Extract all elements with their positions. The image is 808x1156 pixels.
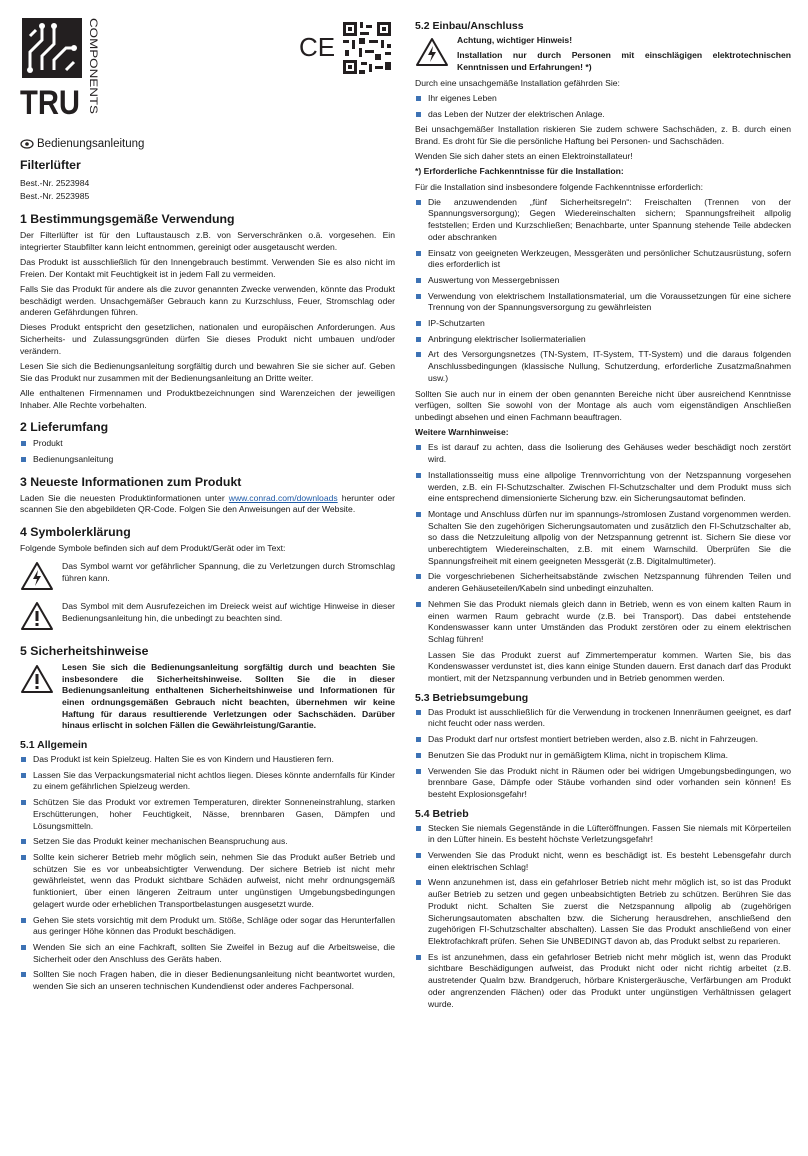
symbol-exclaim-row [20, 601, 395, 635]
list-item: Die vorgeschriebenen Sicherheitsabstände zwischen Netzspannung führenden Teilen und anderen Gehäuseteilen/Kabeln sind unbedingt einzuhalten. [415, 571, 791, 594]
list-item: Es ist anzunehmen, dass ein gefahrloser Betrieb nicht mehr möglich ist, wenn das Produkt sichtbare Beschädigungen aufweist, das Produkt nicht oder nicht richtig arbeitet (z.B. austretender Qualm bzw. Brandgeruch, hörbare Knistergeräusche, Verfärbungen am Produkt oder angrenzenden Flächen) oder das Produkt unter ungünstigen Verhältnissen gelagert wurde. [415, 952, 791, 1011]
list-item: Verwenden Sie das Produkt nicht, wenn es beschädigt ist. Es besteht Lebensgefahr durch einen elektrischen Schlag! [415, 850, 791, 873]
list-item-continuation: Lassen Sie das Produkt zuerst auf Zimmertemperatur kommen. Warten Sie, bis das Kondenswasser verdunstet ist, dies kann einige Stunden dauern. Erst danach darf das Produkt montiert, mit der Netzspannung verbunden und in Betrieb genommen werden. [428, 649, 791, 684]
list-item: Die anzuwendenden „fünf Sicherheitsregeln“: Freischalten (Trennen von der Spannungsversorgung); Gegen Wiedereinschalten sichern; Spannungsfreiheit allpolig feststellen; Erden und Kurzschließen; Benachbarte, unter Spannung stehende Teile abdecken oder abschranken [415, 197, 791, 244]
list-item: das Leben der Nutzer der elektrischen Anlage. [415, 109, 791, 121]
list-item: Schützen Sie das Produkt vor extremen Temperaturen, direkter Sonneneinstrahlung, starken Erschütterungen, hoher Feuchtigkeit, Nässe, brennbaren Gasen, Dämpfen und Lösungsmitteln. [20, 797, 395, 832]
ce-mark: CE [299, 32, 336, 62]
list-item: Nehmen Sie das Produkt niemals gleich dann in Betrieb, wenn es von einem kalten Raum in einen warmen Raum gebracht wurde (z.B. bei Transport). Das dabei entstehende Kondenswasser kann unter Umständen das Produkt zerstören oder zu einem elektrischen Schlag führen! [415, 599, 791, 646]
s1-paragraph: Dieses Produkt entspricht den gesetzlichen, nationalen und europäischen Anforderungen. Aus Sicherheits- und Zulassungsgründen dürfen Sie dieses Produkt nicht umbauen und/oder verändern. [20, 322, 395, 356]
brand-sub: COMPONENTS [87, 18, 99, 97]
environment-list [415, 707, 791, 801]
section-heading-5-3: 5.3 Betriebsumgebung [415, 691, 529, 704]
s1-paragraph: Das Produkt ist ausschließlich für den Innengebrauch bestimmt. Verwenden Sie es also nicht im Freien. Der Kontakt mit Feuchtigkeit ist in jedem Fall zu vermeiden. [20, 256, 395, 279]
operation-list [415, 823, 791, 1011]
list-item: Es ist darauf zu achten, dass die Isolierung des Gehäuses weder beschädigt noch zerstört wird. [415, 442, 791, 465]
list-item: Gehen Sie stets vorsichtig mit dem Produkt um. Stöße, Schläge oder sogar das Herunterfallen aus geringer Höhe können das Produkt beschädigen. [20, 915, 395, 938]
list-item: Wenden Sie sich an eine Fachkraft, sollten Sie Zweifel in Bezug auf die Arbeitsweise, die Sicherheit oder den Anschluss des Geräts haben. [20, 942, 395, 965]
section-heading-1: 1 Bestimmungsgemäße Verwendung [20, 212, 235, 226]
installation-warning-text: Installation nur durch Personen mit einschlägigen elektrotechnischen Kenntnissen und Erfahrungen! *) [457, 50, 791, 72]
section-heading-4: 4 Symbolerklärung [20, 525, 131, 540]
book-icon [20, 139, 34, 149]
delivery-list [20, 438, 395, 465]
symbol-voltage-text: Das Symbol warnt vor gefährlicher Spannung, die zu Verletzungen durch Stromschlag führen kann. [62, 560, 395, 583]
right-column [415, 18, 791, 1014]
list-item: Einsatz von geeigneten Werkzeugen, Messgeräten und persönlicher Schutzausrüstung, sofern dies erforderlich ist [415, 248, 791, 271]
manual-label-row [20, 138, 395, 150]
s52-paragraph: Sollten Sie auch nur in einem der oben genannten Bereiche nicht über ausreichend Kenntnisse verfügen, sollten Sie sowohl von der Montage als auch vom eigenständigen Anschließen unbedingt absehen und einen Fachmann beauftragen. [415, 388, 791, 422]
section-heading-5-1: 5.1 Allgemein [20, 739, 88, 752]
list-item: Montage und Anschluss dürfen nur im spannungs-/stromlosen Zustand vorgenommen werden. Schalten Sie den zugehörigen Sicherungsautomaten und zusätzlich den FI-Schutzschalter ab, so dass die Netzzuleitung allpolig von der Netzspannung getrennt ist. Sichern Sie diese vor unberechtigtem Wiedereinschalten, z.B. mit einem Warnschild. Überprüfen Sie die Spannungsfreiheit mit einem geeigneten Messgerät (z.B. Digitalmultimeter). [415, 509, 791, 568]
s3-text-after: herunter oder scannen Sie den abgebildeten QR-Code. Folgen Sie den Anweisungen auf der Website. [20, 492, 396, 515]
list-item: Wenn anzunehmen ist, dass ein gefahrloser Betrieb nicht mehr möglich ist, so ist das Produkt außer Betrieb zu setzen und gegen unbeabsichtigten Betrieb zu schützen. Berühren Sie das Produkt nicht. Schalten Sie zuerst die Netzspannung allpolig ab (zugehörigen Sicherungsautomaten abschalten bzw. die Sicherung herausdrehen, anschließend den zugehörigen FI-Schutzschalter abschalten). Lassen Sie das Produkt anschließend von einer Elektrofachkraft prüfen. Sehen Sie UNBEDINGT davon ab, das Produkt selbst zu reparieren. [415, 877, 791, 947]
s52-subheading: Weitere Warnhinweise: [415, 427, 509, 438]
section-heading-5: 5 Sicherheitshinweise [20, 643, 149, 658]
exclamation-warning-icon [20, 664, 54, 694]
product-title: Filterlüfter [20, 158, 81, 172]
general-safety-list [20, 754, 395, 993]
s1-paragraph: Lesen Sie sich die Bedienungsanleitung sorgfältig durch und bewahren Sie sie sicher auf. Geben Sie das Produkt nur zusammen mit der Bedienungsanleitung an Dritte weiter. [20, 361, 395, 383]
list-item: Anbringung elektrischer Isoliermaterialien [415, 334, 791, 346]
list-item: Setzen Sie das Produkt keiner mechanischen Beanspruchung aus. [20, 836, 395, 848]
exclamation-warning-icon [20, 601, 54, 631]
downloads-link[interactable]: www.conrad.com/downloads [228, 492, 338, 503]
safety-warning-block [20, 662, 395, 732]
further-warnings-list [415, 442, 791, 684]
section-heading-3: 3 Neueste Informationen zum Produkt [20, 474, 242, 489]
high-voltage-warning-icon [415, 37, 449, 67]
list-item: Auswertung von Messergebnissen [415, 275, 791, 287]
brand-name: TRU [20, 84, 80, 122]
s1-paragraph: Alle enthaltenen Firmennamen und Produktbezeichnungen sind Warenzeichen der jeweiligen Inhaber. Alle Rechte vorbehalten. [20, 387, 395, 410]
list-item: Das Produkt ist kein Spielzeug. Halten Sie es von Kindern und Haustieren fern. [20, 754, 395, 766]
s1-paragraph: Falls Sie das Produkt für andere als die zuvor genannten Zwecke verwenden, könnte das Produkt beschädigt werden. Unsachgemäßer Gebrauch kann zu Kurzschluss, Feuer, Stromschlag oder anderen Gefährdungen führen. [20, 283, 395, 318]
installation-warning-block [415, 35, 791, 74]
certification-marks [297, 18, 392, 78]
section-heading-5-2: 5.2 Einbau/Anschluss [415, 20, 524, 32]
list-item: Verwendung von elektrischem Installationsmaterial, um die Voraussetzungen für eine sichere Trennung von der Spannungsversorgung zu gewährleisten [415, 291, 791, 314]
list-item: Das Produkt darf nur ortsfest montiert betrieben werden, also z.B. nicht in Fahrzeugen. [415, 734, 791, 746]
list-item: Verwenden Sie das Produkt nicht in Räumen oder bei widrigen Umgebungsbedingungen, wo brennbare Gase, Dämpfe oder Stäube vorhanden sind oder vorhanden sein können! Es besteht Explosionsgefahr! [415, 766, 791, 801]
list-item: Produkt [20, 438, 395, 450]
s1-paragraph: Der Filterlüfter ist für den Luftaustausch z.B. von Serverschränken o.ä. vorgesehen. Ein integrierter Staubfilter kann leicht entnommen, gereinigt oder ausgetauscht werden. [20, 230, 395, 252]
expertise-list [415, 197, 791, 385]
manual-label: Bedienungsanleitung [37, 138, 145, 150]
s3-text-before: Laden Sie die neuesten Produktinformationen unter [20, 492, 229, 503]
symbol-exclaim-text: Das Symbol mit dem Ausrufezeichen im Dreieck weist auf wichtige Hinweise in dieser Bedienungsanleitung hin, die unbedingt zu beachten sind. [62, 600, 395, 623]
order-number-1: Best.-Nr. 2523984 [20, 178, 90, 188]
section-heading-5-4: 5.4 Betrieb [415, 807, 469, 820]
s4-intro: Folgende Symbole befinden sich auf dem Produkt/Gerät oder im Text: [20, 543, 286, 554]
order-number-2: Best.-Nr. 2523985 [20, 191, 90, 201]
list-item: IP-Schutzarten [415, 318, 791, 330]
danger-list [415, 93, 791, 120]
list-item: Installationsseitig muss eine allpolige Trennvorrichtung von der Netzspannung vorgesehen werden, z.B. ein FI-Schutzschalter. Zwischen FI-Schutzschalter und dem Produkt muss sich eine entsprechend dimensionierte Sicherung bzw. ein Sicherungsautomat befinden. [415, 470, 791, 505]
s3-paragraph [20, 493, 395, 516]
qr-code-icon [343, 22, 391, 74]
safety-warning-text: Lesen Sie sich die Bedienungsanleitung sorgfältig durch und beachten Sie insbesondere die Sicherheitshinweise. Sollten Sie die in dieser Bedienungsanleitung enthaltenen Sicherheitshinweise und Informationen für einen ordnungsgemäßen Gebrauch nicht beachten, übernehmen wir keine Haftung für daraus resultierende Verletzungen oder Sachschäden. Darüber hinaus erlischt in solchen Fällen die Gewährleistung/Garantie. [62, 661, 395, 731]
list-item: Art des Versorgungsnetzes (TN-System, IT-System, TT-System) und die daraus folgenden Anschlussbedingungen (klassische Nullung, Schutzerdung, erforderliche Zusatzmaßnahmen usw.) [415, 349, 791, 384]
s52-paragraph: Bei unsachgemäßer Installation riskieren Sie zudem schwere Sachschäden, z. B. durch einen Brand. Es droht für Sie die persönliche Haftung bei Personen- und Sachschäden. [415, 124, 791, 146]
tru-components-logo [20, 16, 110, 130]
list-item: Ihr eigenes Leben [415, 93, 791, 105]
installation-warning-title: Achtung, wichtiger Hinweis! [457, 35, 573, 45]
list-item: Sollten Sie noch Fragen haben, die in dieser Bedienungsanleitung nicht beantwortet wurden, wenden Sie sich an unseren technischen Kundendienst oder anderes Fachpersonal. [20, 969, 395, 992]
left-column [20, 138, 395, 997]
s52-paragraph: Wenden Sie sich daher stets an einen Elektroinstallateur! [415, 151, 633, 162]
list-item: Benutzen Sie das Produkt nur in gemäßigtem Klima, nicht in tropischem Klima. [415, 750, 791, 762]
section-heading-2: 2 Lieferumfang [20, 420, 109, 435]
s52-paragraph: Durch eine unsachgemäße Installation gefährden Sie: [415, 77, 620, 88]
symbol-voltage-row [20, 561, 395, 595]
list-item: Sollte kein sicherer Betrieb mehr möglich sein, nehmen Sie das Produkt außer Betrieb und schützen Sie es vor unbeabsichtigter Verwendung. Der sichere Betrieb ist nicht mehr gewährleistet, wenn das Produkt sichtbare Schäden aufweist, nicht mehr ordnungsgemäß funktioniert, über einen längeren Zeitraum unter ungünstigen Umgebungsbedingungen gelagert wurde oder erheblichen Transportbelastungen ausgesetzt wurde. [20, 852, 395, 911]
high-voltage-warning-icon [20, 561, 54, 591]
s52-subheading: *) Erforderliche Fachkenntnisse für die Installation: [415, 166, 624, 177]
list-item: Bedienungsanleitung [20, 454, 395, 466]
list-item: Lassen Sie das Verpackungsmaterial nicht achtlos liegen. Dieses könnte andernfalls für Kinder zu einem gefährlichen Spielzeug werden. [20, 770, 395, 793]
s52-paragraph: Für die Installation sind insbesondere folgende Fachkenntnisse erforderlich: [415, 181, 704, 192]
list-item: Stecken Sie niemals Gegenstände in die Lüfteröffnungen. Fassen Sie niemals mit Körperteilen in den Lüfter hinein. Es besteht höchste Verletzungsgefahr! [415, 823, 791, 846]
list-item: Das Produkt ist ausschließlich für die Verwendung in trockenen Innenräumen geeignet, es darf nicht feucht oder nass werden. [415, 707, 791, 730]
